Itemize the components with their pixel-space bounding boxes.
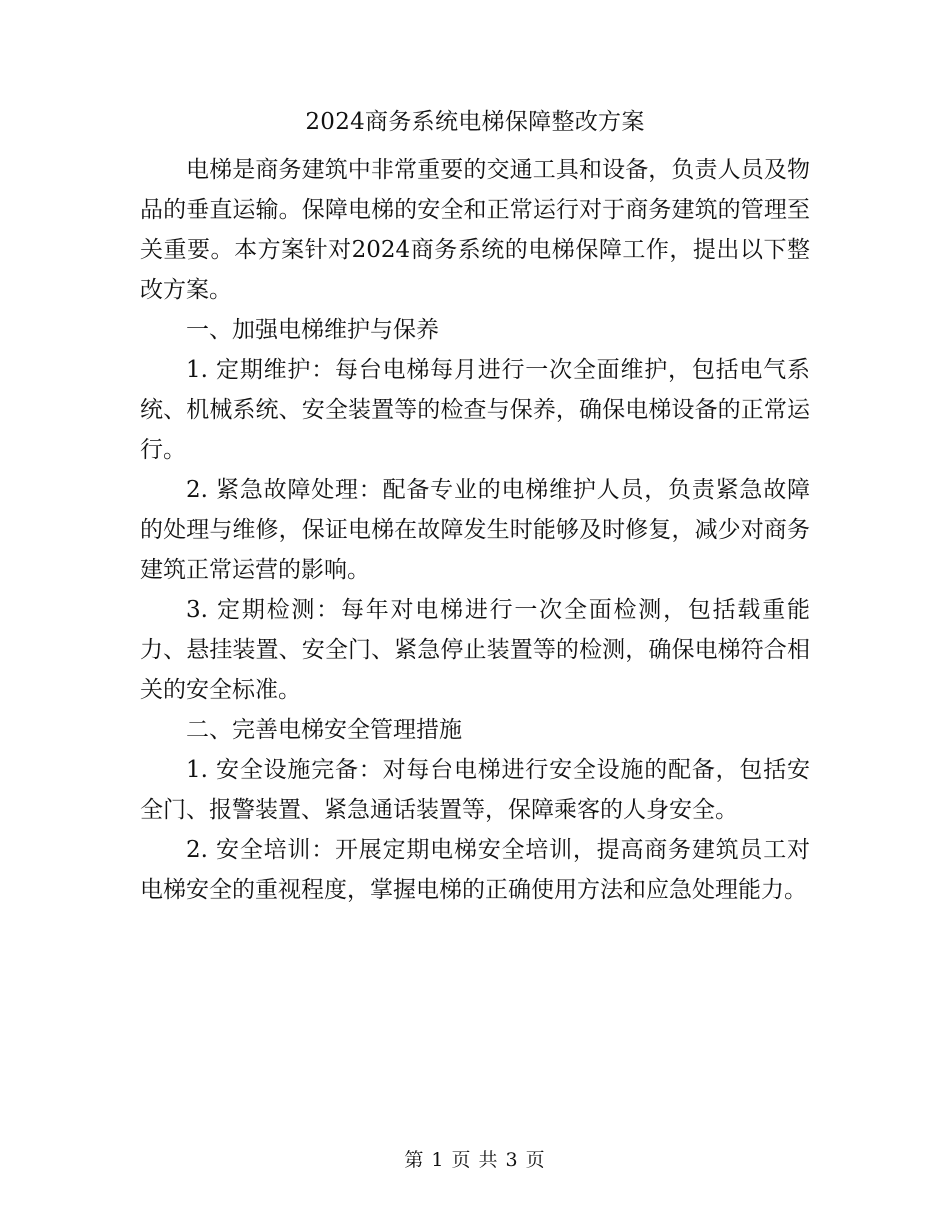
list-item-2-2: 2. 安全培训：开展定期电梯安全培训，提高商务建筑员工对电梯安全的重视程度，掌握电梯的正确使用方法和应急处理能力。 (140, 837, 810, 903)
document-title: 2024商务系统电梯保障整改方案 (305, 109, 645, 135)
list-item-1-2: 2. 紧急故障处理：配备专业的电梯维护人员，负责紧急故障的处理与维修，保证电梯在故障发生时能够及时修复，减少对商务建筑正常运营的影响。 (140, 477, 810, 583)
list-item-1-1: 1. 定期维护：每台电梯每月进行一次全面维护，包括电气系统、机械系统、安全装置等的检查与保养，确保电梯设备的正常运行。 (140, 357, 810, 463)
section-heading-1: 一、加强电梯维护与保养 (186, 317, 439, 343)
section-heading-2: 二、完善电梯安全管理措施 (186, 717, 462, 743)
intro-paragraph: 电梯是商务建筑中非常重要的交通工具和设备，负责人员及物品的垂直运输。保障电梯的安全和正常运行对于商务建筑的管理至关重要。本方案针对2024商务系统的电梯保障工作，提出以下整改方案。 (140, 157, 810, 303)
list-item-1-3: 3. 定期检测：每年对电梯进行一次全面检测，包括载重能力、悬挂装置、安全门、紧急停止装置等的检测，确保电梯符合相关的安全标准。 (140, 597, 810, 703)
list-item-2-1: 1. 安全设施完备：对每台电梯进行安全设施的配备，包括安全门、报警装置、紧急通话装置等，保障乘客的人身安全。 (140, 757, 810, 823)
page-footer: 第 1 页 共 3 页 (404, 1149, 546, 1171)
document-body (140, 150, 810, 910)
